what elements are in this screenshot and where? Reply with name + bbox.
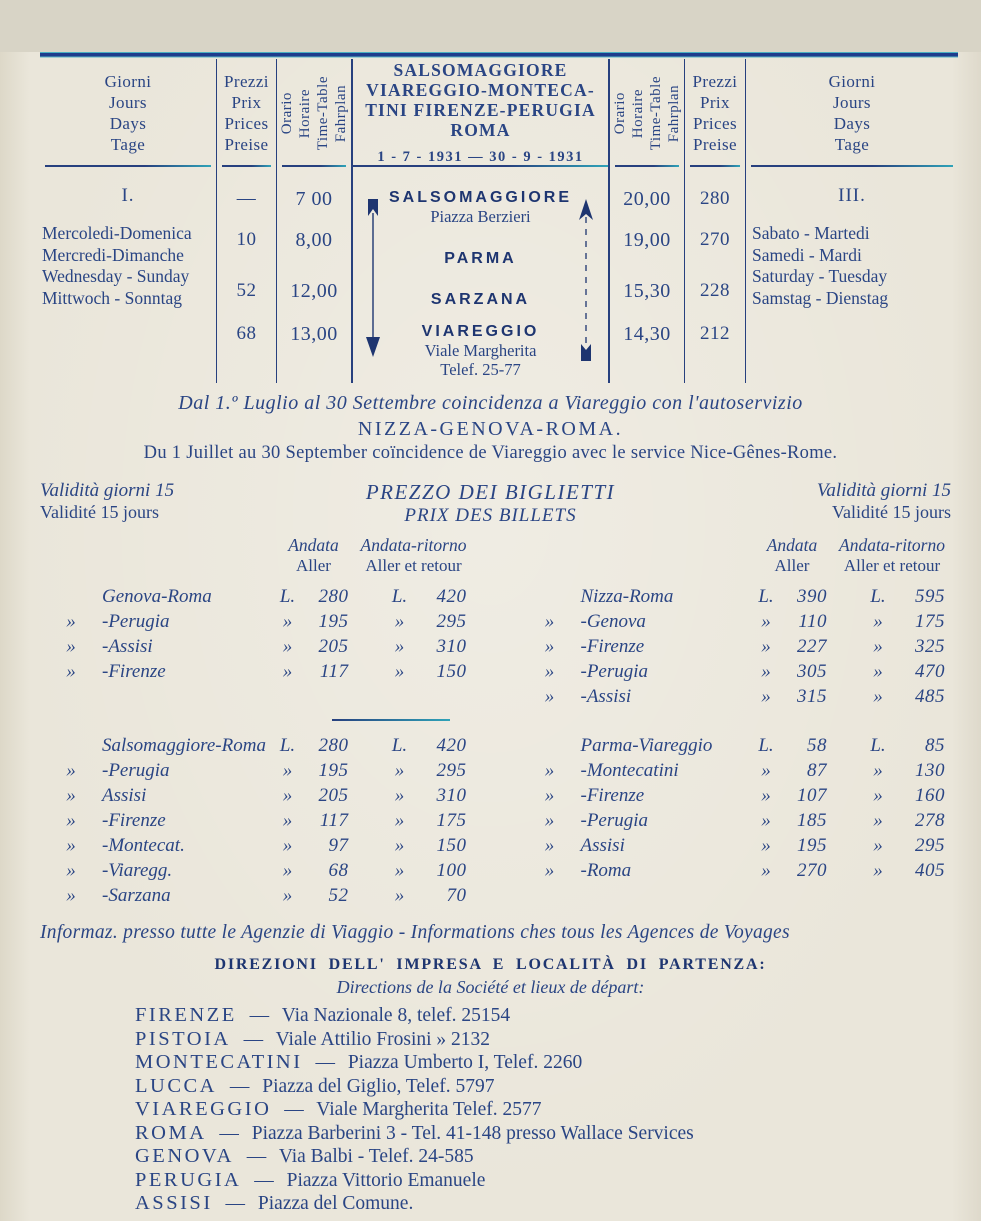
validity-right-fr: Validité 15 jours [832, 502, 951, 522]
header-route-title [353, 59, 608, 167]
direction-entry [135, 1122, 981, 1146]
oneway-currency: » [282, 661, 293, 682]
table-top-rule [40, 52, 958, 59]
roundtrip-fare: 295 [436, 760, 467, 781]
fare-col-headers-left [40, 535, 473, 576]
validity-right [701, 480, 951, 523]
fare-route: -Sarzana [102, 885, 171, 906]
fare-route: -Firenze [102, 661, 166, 682]
repeat-mark: » [66, 835, 76, 856]
direction-entry [135, 1169, 981, 1193]
oneway-header: Andata Aller [288, 535, 339, 575]
oneway-fare: 52 [328, 885, 349, 906]
direction-detail: Piazza Barberini 3 - Tel. 41-148 presso Wallace Services [251, 1122, 694, 1144]
return-day-line: Samstag - Dienstag [752, 287, 889, 308]
repeat-mark: » [66, 636, 76, 657]
oneway-fare: 205 [318, 636, 349, 657]
col-schedule-right [610, 59, 685, 383]
oneway-currency: » [282, 785, 293, 806]
fare-block-salsomaggiore [40, 733, 473, 908]
direction-detail: Viale Margherita Telef. 2577 [316, 1099, 542, 1120]
validity-left [40, 480, 280, 523]
header-schedule-label: Fahrplan [666, 84, 682, 142]
roundtrip-currency: » [873, 686, 883, 707]
roundtrip-currency: » [873, 860, 883, 881]
station-sub: Piazza Berzieri [430, 206, 531, 226]
roundtrip-currency: » [873, 835, 883, 856]
direction-city: PISTOIA [135, 1027, 231, 1050]
fare-route: -Genova [580, 611, 646, 632]
col-days-right [746, 59, 958, 383]
repeat-mark: » [66, 785, 76, 806]
roundtrip-currency: » [394, 760, 405, 781]
route-title-line: SALSOMAGGIORE [393, 60, 568, 80]
roundtrip-fare: 470 [915, 661, 945, 682]
return-days-cell [746, 177, 958, 309]
direction-entry [135, 1145, 981, 1169]
roundtrip-fare: 310 [436, 785, 467, 806]
oneway-currency: » [761, 810, 771, 831]
repeat-mark: » [544, 661, 555, 682]
route-title-line: ROMA [450, 120, 511, 140]
direction-dash: — [229, 1075, 250, 1097]
oneway-currency: » [761, 611, 771, 632]
validity-left-it: Validità giorni 15 [40, 480, 175, 501]
fare-route: -Montecat. [102, 835, 185, 856]
oneway-currency: » [282, 810, 293, 831]
oneway-fare: 107 [797, 785, 827, 806]
oneway-fare: 227 [797, 636, 827, 657]
repeat-mark: » [544, 785, 555, 806]
roundtrip-currency: » [873, 636, 883, 657]
oneway-currency: » [282, 860, 293, 881]
oneway-currency: » [282, 636, 293, 657]
oneway-currency: » [761, 636, 771, 657]
roundtrip-currency: » [394, 885, 405, 906]
direction-dash: — [243, 1028, 264, 1050]
oneway-fare: 117 [319, 661, 349, 682]
route-title-line: VIAREGGIO-MONTECA- [366, 80, 595, 100]
fare-route: -Perugia [580, 661, 649, 682]
fare-route: Assisi [102, 785, 147, 806]
header-schedule-label: Orario [612, 91, 628, 135]
repeat-mark [40, 584, 102, 609]
repeat-mark: » [66, 810, 76, 831]
direction-city: MONTECATINI [135, 1051, 303, 1073]
direction-entry [135, 1098, 981, 1122]
route-title-line: TINI FIRENZE-PERUGIA [365, 100, 596, 120]
header-schedule-label: Time-Table [648, 75, 664, 151]
oneway-fare: 117 [319, 810, 349, 831]
station-sub: Viale Margherita [424, 341, 537, 360]
header-prices-label: Preise [693, 135, 737, 154]
repeat-mark: » [66, 611, 76, 632]
northbound-arrow-icon [576, 199, 596, 361]
oneway-currency: » [761, 835, 771, 856]
station-row [353, 177, 608, 237]
direction-entry [135, 1028, 981, 1052]
fare-route: -Viaregg. [102, 860, 173, 881]
fare-block-nizza [519, 584, 952, 709]
outbound-day-line: Mercoledi-Domenica [42, 223, 192, 243]
return-group-label: III. [838, 185, 866, 206]
roundtrip-currency: » [394, 611, 405, 632]
directions-heading-fr: Directions de la Société et lieux de départ: [336, 977, 645, 997]
oneway-currency: L. [279, 735, 296, 756]
fare-route: -Perugia [580, 810, 649, 831]
fare-route: Salsomaggiore-Roma [102, 735, 266, 756]
col-days-left [40, 59, 217, 383]
roundtrip-currency: » [394, 785, 405, 806]
roundtrip-currency: » [873, 661, 883, 682]
oneway-fare: 195 [318, 611, 349, 632]
oneway-fare: 270 [797, 860, 827, 881]
header-prices-right [685, 59, 745, 167]
validity-right-it: Validità giorni 15 [816, 480, 951, 501]
oneway-currency: L. [758, 586, 774, 607]
fare-route: Nizza-Roma [580, 586, 674, 607]
return-price: 228 [700, 280, 730, 301]
roundtrip-header: Andata-ritorno Aller et retour [839, 535, 945, 575]
outbound-day-line: Mittwoch - Sonntag [42, 287, 182, 308]
fare-route: -Firenze [580, 785, 645, 806]
fare-route: -Perugia [102, 611, 170, 632]
roundtrip-currency: » [394, 636, 405, 657]
fare-route: Genova-Roma [102, 586, 212, 607]
fare-route: -Perugia [102, 760, 170, 781]
fare-route: -Firenze [102, 810, 166, 831]
header-schedule-right [610, 59, 684, 167]
station-name: VIAREGGIO [421, 323, 540, 340]
repeat-mark: » [544, 835, 555, 856]
fare-route: Parma-Viareggio [580, 735, 713, 756]
direction-detail: Via Balbi - Telef. 24-585 [278, 1146, 474, 1167]
fares-title [280, 480, 701, 527]
roundtrip-currency: » [873, 810, 883, 831]
roundtrip-currency: » [394, 810, 405, 831]
outbound-time: 13,00 [290, 323, 338, 345]
roundtrip-fare: 595 [915, 586, 945, 607]
connection-note-italian: Dal 1.º Luglio al 30 Settembre coincidenza a Viareggio con l'autoservizio [178, 392, 803, 414]
fares-divider-rule [332, 719, 450, 721]
fare-route: -Assisi [580, 686, 632, 707]
outbound-price: — [236, 188, 257, 209]
oneway-fare: 195 [797, 835, 827, 856]
roundtrip-fare: 150 [436, 661, 467, 682]
roundtrip-fare: 175 [436, 810, 467, 831]
direction-dash: — [246, 1146, 267, 1167]
oneway-fare: 195 [318, 760, 349, 781]
direction-dash: — [254, 1169, 274, 1191]
header-prices-label: Prices [224, 114, 269, 133]
oneway-fare: 280 [318, 735, 349, 756]
station-name: SARZANA [430, 291, 531, 308]
repeat-mark: » [66, 760, 76, 781]
oneway-fare: 185 [797, 810, 827, 831]
oneway-currency: » [761, 760, 771, 781]
header-prices-label: Prices [693, 114, 737, 133]
repeat-mark: » [544, 611, 555, 632]
direction-dash: — [315, 1052, 335, 1073]
station-name: PARMA [444, 250, 517, 267]
directions-section [0, 956, 981, 1216]
repeat-mark: » [66, 860, 76, 881]
repeat-mark: » [544, 860, 555, 881]
return-price: 270 [700, 229, 730, 250]
return-time: 20,00 [623, 187, 671, 210]
direction-dash: — [225, 1193, 246, 1214]
repeat-mark: » [544, 636, 555, 657]
oneway-fare: 305 [797, 661, 827, 682]
fare-route: -Firenze [580, 636, 645, 657]
fare-route: -Roma [580, 860, 632, 881]
return-price: 212 [700, 323, 730, 344]
roundtrip-currency: L. [870, 735, 886, 756]
station-row [353, 281, 608, 319]
repeat-mark: » [544, 810, 555, 831]
fare-block-parma [519, 733, 952, 908]
direction-city: ROMA [135, 1121, 207, 1144]
direction-dash: — [284, 1099, 304, 1120]
oneway-currency: » [282, 611, 293, 632]
col-prices-right [685, 59, 746, 383]
station-name: SALSOMAGGIORE [388, 188, 572, 206]
connection-note [0, 392, 981, 464]
connection-note-french: Du 1 Juillet au 30 September coïncidence de Viareggio avec le service Nice-Gênes-Rome. [143, 443, 838, 463]
direction-city: ASSISI [135, 1192, 213, 1214]
direction-city: LUCCA [135, 1074, 217, 1097]
return-day-line: Samedi - Mardi [752, 244, 862, 265]
header-days-right [746, 59, 958, 167]
outbound-days-cell [40, 177, 216, 309]
roundtrip-fare: 100 [436, 860, 467, 881]
col-schedule-left [277, 59, 353, 383]
direction-detail: Piazza Umberto I, Telef. 2260 [347, 1052, 583, 1073]
repeat-mark: » [66, 661, 76, 682]
outbound-day-line: Mercredi-Dimanche [42, 244, 184, 265]
direction-detail: Viale Attilio Frosini » 2132 [275, 1028, 491, 1050]
header-schedule-label: Fahrplan [333, 84, 349, 142]
header-days-label: Days [109, 114, 147, 133]
outbound-group-label: I. [121, 185, 135, 206]
header-prices-label: Prix [231, 93, 262, 112]
oneway-currency: » [282, 885, 293, 906]
oneway-currency: » [761, 785, 771, 806]
direction-city: FIRENZE [135, 1004, 237, 1026]
direction-entry [135, 1075, 981, 1099]
oneway-fare: 390 [797, 586, 827, 607]
header-prices-label: Prezzi [224, 72, 269, 91]
header-schedule-label: Orario [279, 91, 295, 135]
header-days-label: Days [833, 114, 871, 133]
roundtrip-fare: 295 [915, 835, 945, 856]
direction-detail: Piazza del Giglio, Telef. 5797 [262, 1075, 495, 1097]
oneway-fare: 205 [318, 785, 349, 806]
oneway-fare: 280 [318, 586, 349, 607]
header-prices-label: Prix [700, 93, 730, 112]
repeat-mark: » [544, 760, 555, 781]
return-price: 280 [700, 188, 730, 209]
header-prices-label: Prezzi [692, 72, 738, 91]
header-schedule-left [277, 59, 351, 167]
oneway-currency: » [761, 686, 771, 707]
return-time: 19,00 [623, 228, 671, 251]
direction-detail: Via Nazionale 8, telef. 25154 [281, 1005, 511, 1026]
oneway-fare: 110 [798, 611, 827, 632]
oneway-currency: » [282, 760, 293, 781]
roundtrip-fare: 278 [915, 810, 945, 831]
header-schedule-label: Horaire [630, 88, 646, 138]
direction-city: VIAREGGIO [135, 1098, 272, 1120]
direction-detail: Piazza del Comune. [257, 1193, 414, 1214]
header-days-left [40, 59, 216, 167]
repeat-mark: » [66, 885, 76, 906]
repeat-mark: » [544, 686, 555, 707]
repeat-mark [40, 733, 102, 758]
station-row [353, 319, 608, 383]
validity-left-fr: Validité 15 jours [40, 502, 159, 522]
oneway-currency: L. [758, 735, 774, 756]
header-days-label: Tage [110, 135, 146, 154]
roundtrip-fare: 85 [925, 735, 945, 756]
roundtrip-fare: 420 [436, 735, 467, 756]
oneway-currency: L. [279, 586, 296, 607]
repeat-mark [519, 584, 581, 609]
roundtrip-fare: 310 [436, 636, 467, 657]
roundtrip-fare: 160 [915, 785, 945, 806]
roundtrip-currency: » [394, 661, 405, 682]
return-day-line: Sabato - Martedi [752, 223, 870, 243]
fare-block-genova [40, 584, 473, 709]
oneway-fare: 58 [807, 735, 827, 756]
header-schedule-label: Horaire [297, 88, 313, 138]
timetable-page [0, 52, 981, 1221]
header-days-label: Jours [833, 93, 871, 112]
roundtrip-currency: » [394, 860, 405, 881]
timetable-table [40, 52, 958, 383]
directions-list [135, 1004, 981, 1216]
header-prices-label: Preise [224, 135, 269, 154]
fare-route: -Assisi [102, 636, 153, 657]
direction-entry [135, 1051, 981, 1075]
direction-dash: — [249, 1005, 270, 1026]
roundtrip-fare: 130 [915, 760, 945, 781]
oneway-fare: 97 [328, 835, 349, 856]
direction-entry [135, 1192, 981, 1216]
roundtrip-fare: 405 [915, 860, 945, 881]
oneway-fare: 68 [328, 860, 349, 881]
header-schedule-label: Time-Table [315, 75, 331, 151]
roundtrip-currency: » [873, 785, 883, 806]
fares-section [40, 480, 951, 908]
oneway-fare: 315 [797, 686, 827, 707]
connection-route: NIZZA-GENOVA-ROMA. [357, 418, 624, 440]
roundtrip-currency: » [394, 835, 405, 856]
outbound-day-line: Wednesday - Sunday [42, 266, 190, 286]
col-prices-left [217, 59, 277, 383]
return-time: 15,30 [623, 279, 671, 302]
roundtrip-fare: 175 [915, 611, 945, 632]
roundtrip-fare: 295 [436, 611, 467, 632]
outbound-time: 12,00 [290, 279, 338, 302]
oneway-currency: » [761, 860, 771, 881]
station-row [353, 237, 608, 281]
direction-entry [135, 1004, 981, 1028]
station-phone: Telef. 25-77 [440, 360, 521, 379]
oneway-fare: 87 [807, 760, 827, 781]
fares-title-fr: PRIX DES BILLETS [404, 505, 577, 526]
agencies-info-line: Informaz. presso tutte le Agenzie di Viaggio - Informations ches tous les Agences de Voyages [40, 922, 790, 943]
header-days-label: Giorni [104, 72, 152, 91]
col-stations [353, 59, 610, 383]
validity-dates: 1 - 7 - 1931 — 30 - 9 - 1931 [377, 149, 584, 165]
roundtrip-fare: 150 [436, 835, 467, 856]
header-days-label: Giorni [828, 72, 876, 91]
header-days-label: Jours [109, 93, 147, 112]
fare-route: -Montecatini [580, 760, 679, 781]
direction-city: PERUGIA [135, 1168, 242, 1191]
oneway-header: Andata Aller [766, 535, 818, 575]
outbound-time: 8,00 [295, 228, 333, 251]
header-days-label: Tage [834, 135, 870, 154]
return-day-line: Saturday - Tuesday [752, 266, 888, 286]
fare-col-headers-right [519, 535, 952, 576]
roundtrip-currency: » [873, 760, 883, 781]
stations-cell [353, 177, 608, 383]
outbound-price: 10 [236, 229, 257, 250]
southbound-arrow-icon [363, 199, 383, 359]
fares-title-it: PREZZO DEI BIGLIETTI [365, 480, 616, 504]
fare-route: Assisi [580, 835, 625, 856]
header-prices-left [217, 59, 276, 167]
outbound-price: 52 [236, 280, 257, 301]
direction-dash: — [219, 1122, 239, 1144]
repeat-mark [519, 733, 581, 758]
oneway-currency: » [761, 661, 771, 682]
roundtrip-currency: L. [391, 735, 408, 756]
directions-heading-it: DIREZIONI DELL' IMPRESA E LOCALITÀ DI PARTENZA: [214, 956, 767, 973]
return-time: 14,30 [623, 323, 671, 345]
roundtrip-currency: » [873, 611, 883, 632]
roundtrip-currency: L. [391, 586, 408, 607]
roundtrip-fare: 420 [436, 586, 467, 607]
oneway-currency: » [282, 835, 293, 856]
direction-detail: Piazza Vittorio Emanuele [286, 1169, 486, 1191]
outbound-price: 68 [236, 323, 257, 344]
outbound-time: 7 00 [295, 187, 333, 210]
roundtrip-currency: L. [870, 586, 886, 607]
roundtrip-header: Andata-ritorno Aller et retour [360, 535, 467, 575]
roundtrip-fare: 325 [915, 636, 945, 657]
roundtrip-fare: 70 [446, 885, 467, 906]
roundtrip-fare: 485 [915, 686, 945, 707]
direction-city: GENOVA [135, 1145, 234, 1167]
